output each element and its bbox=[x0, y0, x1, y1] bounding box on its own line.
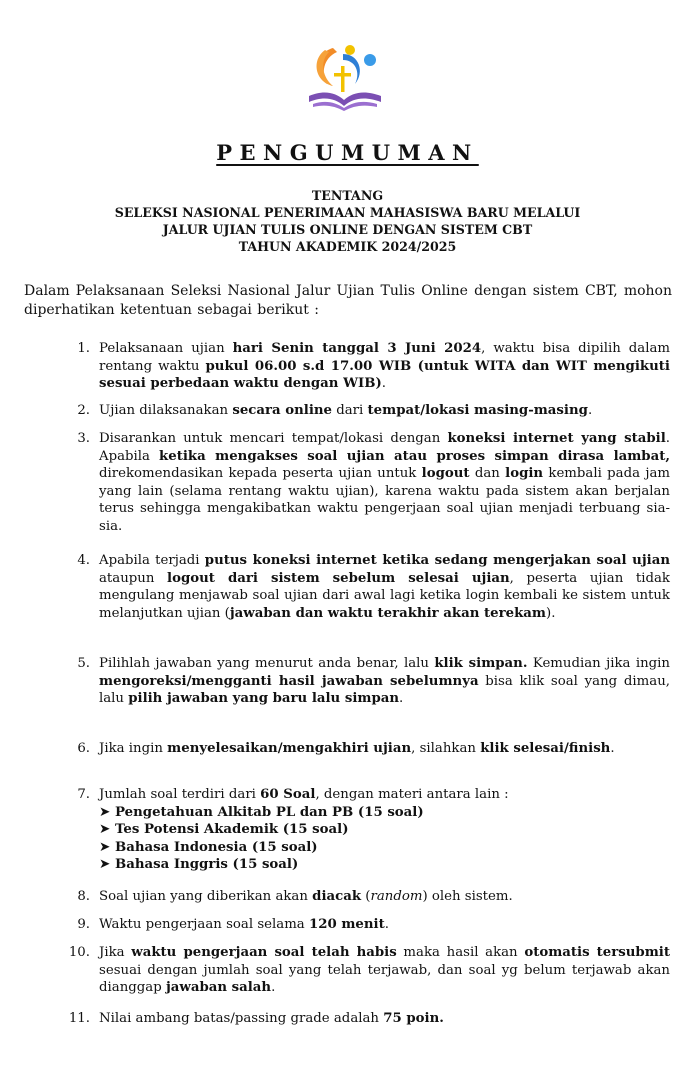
text-run: . bbox=[271, 980, 276, 995]
subject-list bbox=[99, 804, 670, 874]
bold-text: otomatis tersubmit bbox=[524, 945, 670, 960]
text-run: dari bbox=[332, 403, 368, 418]
text-run: , dengan materi antara lain : bbox=[315, 787, 509, 802]
item-number: 10. bbox=[68, 945, 90, 960]
text-run: ). bbox=[546, 605, 556, 621]
subtitle-line: TAHUN AKADEMIK 2024/2025 bbox=[238, 239, 457, 254]
bold-text: jawaban dan waktu terakhir akan terekam bbox=[229, 605, 546, 621]
subject-item bbox=[99, 821, 670, 839]
page-title: PENGUMUMAN bbox=[216, 140, 479, 165]
bold-text: 60 Soal bbox=[260, 787, 316, 802]
item-text bbox=[99, 655, 670, 708]
text-run: . bbox=[384, 917, 389, 932]
subject-item bbox=[99, 839, 670, 857]
text-run: . bbox=[587, 403, 593, 418]
item-number: 8. bbox=[77, 889, 90, 904]
item-number: 11. bbox=[68, 1011, 90, 1026]
text-run: . bbox=[381, 376, 387, 391]
text-run: Ujian dilaksanakan bbox=[99, 403, 233, 418]
bold-text: klik selesai/finish bbox=[480, 741, 611, 756]
bold-text: logout bbox=[421, 466, 470, 481]
arrowhead-bullet-icon: ➤ bbox=[99, 822, 111, 837]
text-run: ataupun bbox=[99, 570, 168, 586]
bold-text: logout dari sistem sebelum selesai ujian bbox=[167, 570, 510, 586]
item-text bbox=[99, 888, 670, 906]
item-number: 9. bbox=[77, 917, 90, 932]
item-number: 1. bbox=[77, 341, 90, 356]
bold-text: pukul 06.00 s.d 17.00 WIB (untuk WITA dan WIT mengikuti sesuai perbedaan waktu dengan WIB) bbox=[99, 358, 670, 391]
text-run: bisa klik soal yang dimau, lalu bbox=[99, 673, 670, 706]
cross-book-logo-icon bbox=[303, 40, 387, 112]
bold-text: 75 poin. bbox=[383, 1011, 444, 1026]
item-text bbox=[99, 786, 670, 874]
bold-text: diacak bbox=[312, 889, 362, 904]
item-number: 5. bbox=[77, 656, 90, 671]
bold-text: putus koneksi internet ketika sedang mengerjakan soal ujian bbox=[204, 553, 670, 568]
text-run: . bbox=[610, 741, 615, 756]
subject-item bbox=[99, 804, 670, 822]
text-run: maka hasil akan bbox=[396, 945, 525, 960]
text-run: ) oleh sistem. bbox=[422, 889, 513, 904]
bold-text: mengoreksi/mengganti hasil jawaban sebelumnya bbox=[99, 673, 479, 689]
text-run: direkomendasikan kepada peserta ujian untuk bbox=[99, 466, 422, 481]
text-run: Waktu pengerjaan soal selama bbox=[99, 917, 309, 932]
subject-label: Pengetahuan Alkitab PL dan PB (15 soal) bbox=[115, 804, 424, 820]
subtitle-line: SELEKSI NASIONAL PENERIMAAN MAHASISWA BARU MELALUI bbox=[114, 205, 581, 220]
text-run: Jika bbox=[99, 945, 132, 960]
text-run: , silahkan bbox=[411, 741, 481, 756]
text-run: Nilai ambang batas/passing grade adalah bbox=[99, 1011, 384, 1026]
bold-text: klik simpan. bbox=[434, 656, 528, 671]
text-run: Jika ingin bbox=[99, 741, 168, 756]
subtitle-line: TENTANG bbox=[311, 188, 384, 203]
item-text bbox=[99, 740, 670, 758]
bold-text: secara online bbox=[232, 403, 333, 418]
item-text bbox=[99, 340, 670, 393]
arrowhead-bullet-icon: ➤ bbox=[99, 839, 111, 855]
bold-text: hari Senin tanggal 3 Juni 2024 bbox=[232, 341, 482, 356]
italic-text: random bbox=[370, 889, 423, 904]
text-run: , waktu bisa dipilih dalam rentang waktu bbox=[99, 341, 671, 374]
text-run: , peserta ujian tidak mengulang menjawab soal ujian dari awal lagi ketika login kembali ke sistem untuk melanjutkan ujian ( bbox=[99, 570, 670, 621]
subtitle bbox=[0, 187, 695, 255]
text-run: Pelaksanaan ujian bbox=[99, 341, 233, 356]
subject-label: Bahasa Inggris (15 soal) bbox=[115, 857, 299, 872]
text-run: Kemudian jika ingin bbox=[527, 656, 670, 671]
bold-text: tempat/lokasi masing-masing bbox=[367, 403, 588, 418]
item-number: 4. bbox=[77, 553, 90, 568]
bold-text: ketika mengakses soal ujian atau proses simpan dirasa lambat, bbox=[159, 448, 670, 464]
bold-text: pilih jawaban yang baru lalu simpan bbox=[128, 691, 400, 706]
item-number: 6. bbox=[77, 741, 90, 756]
subject-item bbox=[99, 856, 670, 874]
item-text bbox=[99, 402, 670, 420]
text-run: dan bbox=[469, 466, 506, 481]
text-run: Soal ujian yang diberikan akan bbox=[99, 889, 313, 904]
text-run: . Apabila bbox=[99, 431, 670, 464]
item-number: 2. bbox=[77, 403, 90, 418]
item-text bbox=[99, 944, 670, 997]
item-text bbox=[99, 916, 670, 934]
subject-label: Tes Potensi Akademik (15 soal) bbox=[115, 822, 349, 837]
arrowhead-bullet-icon: ➤ bbox=[99, 804, 111, 820]
item-number: 3. bbox=[77, 431, 90, 446]
text-run: Jumlah soal terdiri dari bbox=[99, 787, 261, 802]
text-run: . bbox=[399, 691, 404, 706]
bold-text: 120 menit bbox=[308, 917, 385, 932]
bold-text: menyelesaikan/mengakhiri ujian bbox=[167, 741, 412, 756]
text-run: ( bbox=[361, 889, 371, 904]
subject-label: Bahasa Indonesia (15 soal) bbox=[115, 839, 318, 855]
subtitle-line: JALUR UJIAN TULIS ONLINE DENGAN SISTEM CBT bbox=[162, 222, 533, 237]
item-text bbox=[99, 552, 670, 622]
text-run: kembali pada jam yang lain (selama rentang waktu ujian), karena waktu pada sistem akan berjalan terus sehingga mengakibatkan waktu pengerjaan soal ujian menjadi terbuang sia-sia. bbox=[99, 466, 670, 534]
item-number: 7. bbox=[77, 787, 90, 802]
item-text bbox=[99, 430, 670, 535]
bold-text: jawaban salah bbox=[165, 980, 272, 995]
intro-paragraph: Dalam Pelaksanaan Seleksi Nasional Jalur Ujian Tulis Online dengan sistem CBT, mohon diperhatikan ketentuan sebagai berikut : bbox=[24, 283, 672, 318]
text-run: Pilihlah jawaban yang menurut anda benar, lalu bbox=[99, 656, 435, 671]
bold-text: login bbox=[505, 466, 544, 481]
bold-text: koneksi internet yang stabil bbox=[447, 431, 666, 446]
text-run: Apabila terjadi bbox=[99, 553, 205, 568]
bold-text: waktu pengerjaan soal telah habis bbox=[131, 945, 397, 960]
item-text bbox=[99, 1010, 670, 1028]
text-run: sesuai dengan jumlah soal yang telah terjawab, dan soal yg belum terjawab akan dianggap bbox=[99, 962, 670, 995]
arrowhead-bullet-icon: ➤ bbox=[99, 857, 111, 872]
text-run: Disarankan untuk mencari tempat/lokasi dengan bbox=[99, 431, 448, 446]
